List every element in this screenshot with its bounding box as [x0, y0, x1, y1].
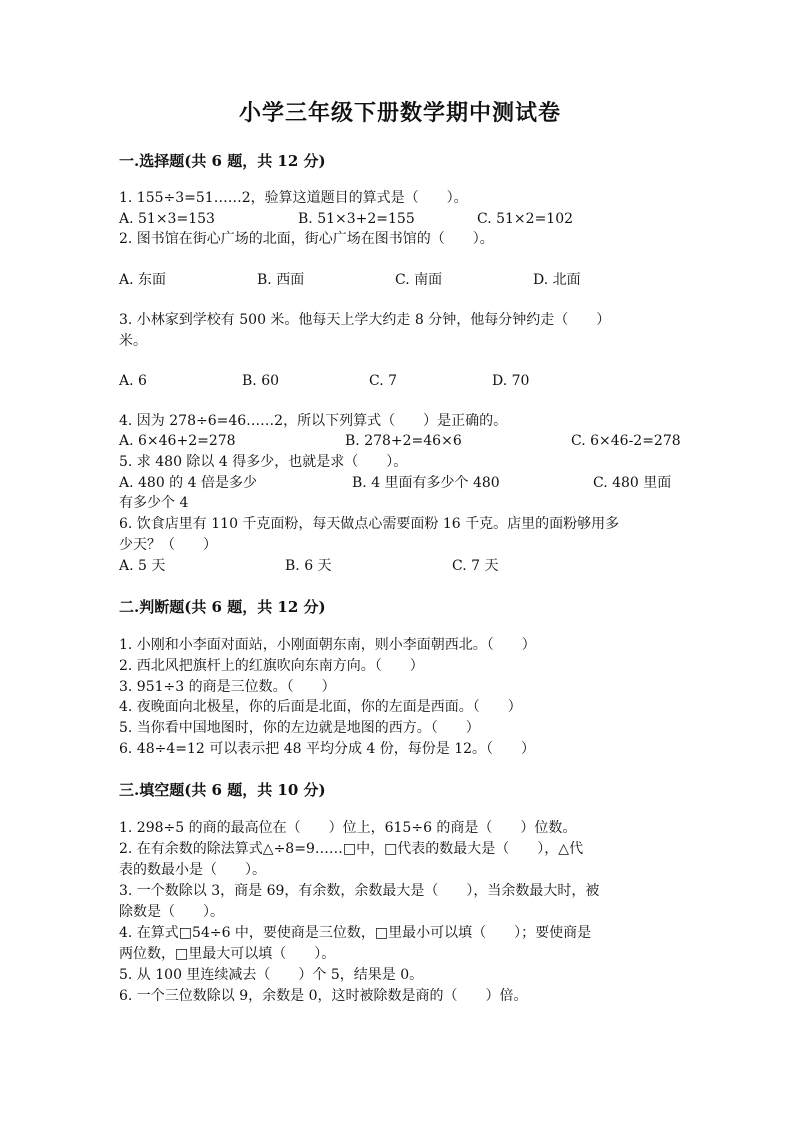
- option-b: B. 4 里面有多少个 480: [352, 475, 500, 491]
- judge-item: 2. 西北风把旗杆上的红旗吹向东南方向。（ ）: [119, 658, 424, 674]
- page-title: 小学三年级下册数学期中测试卷: [238, 100, 561, 126]
- option-c: C. 480 里面: [593, 475, 672, 491]
- fill-item: 5. 从 100 里连续减去（ ）个 5，结果是 0。: [119, 967, 424, 983]
- option-c: C. 7 天: [452, 558, 499, 574]
- fill-item-continued: 表的数最小是（ ）。: [119, 862, 266, 878]
- option-b: B. 278+2=46×6: [345, 433, 462, 449]
- judge-item: 5. 当你看中国地图时，你的左边就是地图的西方。（ ）: [119, 720, 480, 736]
- question-stem: 2. 图书馆在街心广场的北面，街心广场在图书馆的（ ）。: [119, 231, 494, 247]
- option-continued: 有多少个 4: [119, 495, 189, 511]
- option-c: C. 51×2=102: [477, 211, 574, 227]
- judge-item: 6. 48÷4=12 可以表示把 48 平均分成 4 份，每份是 12。（ ）: [119, 741, 536, 757]
- section-heading-fill: 三.填空题(共 6 题，共 10 分): [119, 781, 326, 799]
- question-stem: 6. 饮食店里有 110 千克面粉，每天做点心需要面粉 16 千克。店里的面粉够用多: [119, 516, 620, 532]
- fill-item: 1. 298÷5 的商的最高位在（ ）位上，615÷6 的商是（ ）位数。: [119, 820, 577, 836]
- fill-item: 2. 在有余数的除法算式△÷8=9……□中，□代表的数最大是（ ），△代: [119, 841, 584, 857]
- option-a: A. 51×3=153: [119, 211, 215, 227]
- section-heading-judge: 二.判断题(共 6 题，共 12 分): [119, 598, 326, 616]
- question-stem: 1. 155÷3=51……2，验算这道题目的算式是（ ）。: [119, 190, 468, 206]
- judge-item: 3. 951÷3 的商是三位数。（ ）: [119, 679, 336, 695]
- option-d: D. 70: [492, 373, 530, 389]
- option-a: A. 东面: [119, 272, 167, 288]
- option-a: A. 6: [119, 373, 147, 389]
- judge-item: 4. 夜晚面向北极星，你的后面是北面，你的左面是西面。（ ）: [119, 699, 522, 715]
- option-c: C. 6×46-2=278: [571, 433, 681, 449]
- option-b: B. 51×3+2=155: [298, 211, 415, 227]
- option-b: B. 西面: [257, 272, 305, 288]
- question-stem-continued: 少天？（ ）: [119, 537, 217, 553]
- option-b: B. 6 天: [285, 558, 332, 574]
- judge-item: 1. 小刚和小李面对面站，小刚面朝东南，则小李面朝西北。（ ）: [119, 637, 536, 653]
- option-c: C. 南面: [395, 272, 443, 288]
- question-stem: 5. 求 480 除以 4 得多少，也就是求（ ）。: [119, 454, 408, 470]
- fill-item-continued: 两位数，□里最大可以填（ ）。: [119, 946, 336, 962]
- question-stem: 4. 因为 278÷6=46……2，所以下列算式（ ）是正确的。: [119, 413, 508, 429]
- option-d: D. 北面: [533, 272, 581, 288]
- option-a: A. 5 天: [119, 558, 166, 574]
- fill-item: 4. 在算式□54÷6 中，要使商是三位数，□里最小可以填（ ）；要使商是: [119, 925, 592, 941]
- option-a: A. 6×46+2=278: [119, 433, 236, 449]
- question-stem-continued: 米。: [119, 333, 147, 349]
- option-c: C. 7: [369, 373, 398, 389]
- option-b: B. 60: [242, 373, 280, 389]
- section-heading-choice: 一.选择题(共 6 题，共 12 分): [119, 152, 326, 170]
- question-stem: 3. 小林家到学校有 500 米。他每天上学大约走 8 分钟，他每分钟约走（ ）: [119, 312, 611, 328]
- fill-item: 6. 一个三位数除以 9，余数是 0，这时被除数是商的（ ）倍。: [119, 988, 528, 1004]
- fill-item-continued: 除数是（ ）。: [119, 904, 224, 920]
- option-a: A. 480 的 4 倍是多少: [119, 475, 257, 491]
- fill-item: 3. 一个数除以 3，商是 69，有余数，余数最大是（ ），当余数最大时，被: [119, 883, 600, 899]
